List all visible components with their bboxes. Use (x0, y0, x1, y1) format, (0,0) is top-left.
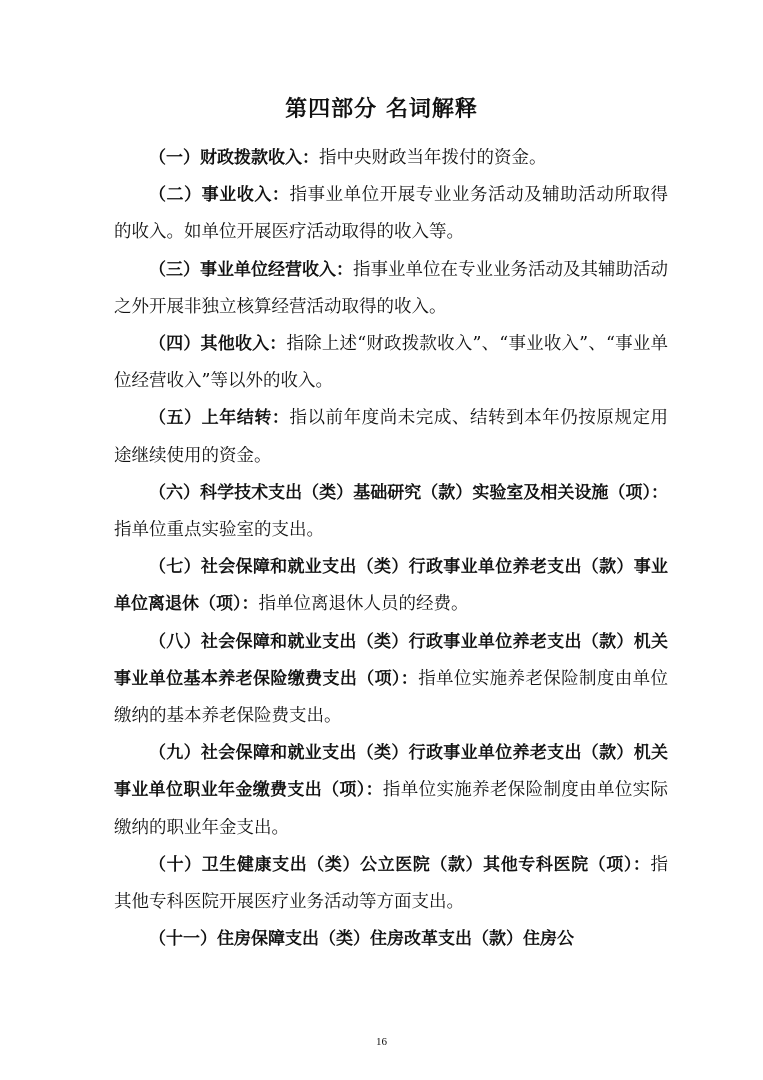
term-label: （七）社会保障和就业支出（类）行政事业单位养老支出（款）事业单位离退休（项）： (114, 557, 668, 615)
paragraph-7 (114, 549, 668, 623)
paragraph-4 (114, 326, 668, 400)
paragraph-6 (114, 475, 668, 549)
document-body (114, 140, 668, 958)
paragraph-1 (114, 140, 668, 177)
definition-text: 指单位实施养老保险制度由单位缴纳的基本养老保险费支出。 (114, 668, 669, 727)
definition-text: 指以前年度尚未完成、结转到本年仍按原规定用途继续使用的资金。 (114, 408, 669, 466)
paragraph-9 (114, 735, 668, 847)
term-label: （五）上年结转： (149, 408, 290, 429)
page-title: 第四部分 名词解释 (285, 97, 478, 122)
paragraph-10 (114, 847, 668, 921)
term-label: （十）卫生健康支出（类）公立医院（款）其他专科医院（项）： (149, 854, 651, 875)
definition-text: 指单位重点实验室的支出。 (114, 520, 324, 541)
definition-text: 指中央财政当年拨付的资金。 (319, 148, 547, 168)
paragraph-11 (114, 921, 668, 958)
term-label: （一）财政拨款收入： (149, 148, 319, 168)
definition-text: 指事业单位开展专业业务活动及辅助活动所取得的收入。如单位开展医疗活动取得的收入等。 (114, 185, 669, 243)
definition-text: 指事业单位在专业业务活动及其辅助活动之外开展非独立核算经营活动取得的收入。 (114, 259, 668, 317)
definition-text: 指单位离退休人员的经费。 (258, 594, 469, 615)
definition-text: 指单位实施养老保险制度由单位实际缴纳的职业年金支出。 (114, 780, 669, 838)
term-label: （四）其他收入： (149, 334, 287, 355)
definition-text: 指其他专科医院开展医疗业务活动等方面支出。 (114, 854, 668, 913)
term-label: （九）社会保障和就业支出（类）行政事业单位养老支出（款）机关事业单位职业年金缴费支出（项）： (114, 743, 668, 801)
definition-text: 指除上述“财政拨款收入”、“事业收入”、“事业单位经营收入”等以外的收入。 (114, 334, 669, 392)
paragraph-8 (114, 624, 668, 736)
term-label: （十一）住房保障支出（类）住房改革支出（款）住房公 (149, 929, 574, 950)
paragraph-2 (114, 177, 668, 251)
paragraph-3 (114, 252, 668, 326)
term-label: （三）事业单位经营收入： (149, 259, 353, 280)
paragraph-5 (114, 400, 668, 474)
term-label: （八）社会保障和就业支出（类）行政事业单位养老支出（款）机关事业单位基本养老保险缴费支出（项）： (114, 631, 668, 689)
page-number: 16 (376, 1036, 387, 1048)
term-label: （六）科学技术支出（类）基础研究（款）实验室及相关设施（项）： (149, 482, 668, 503)
term-label: （二）事业收入： (149, 185, 290, 206)
